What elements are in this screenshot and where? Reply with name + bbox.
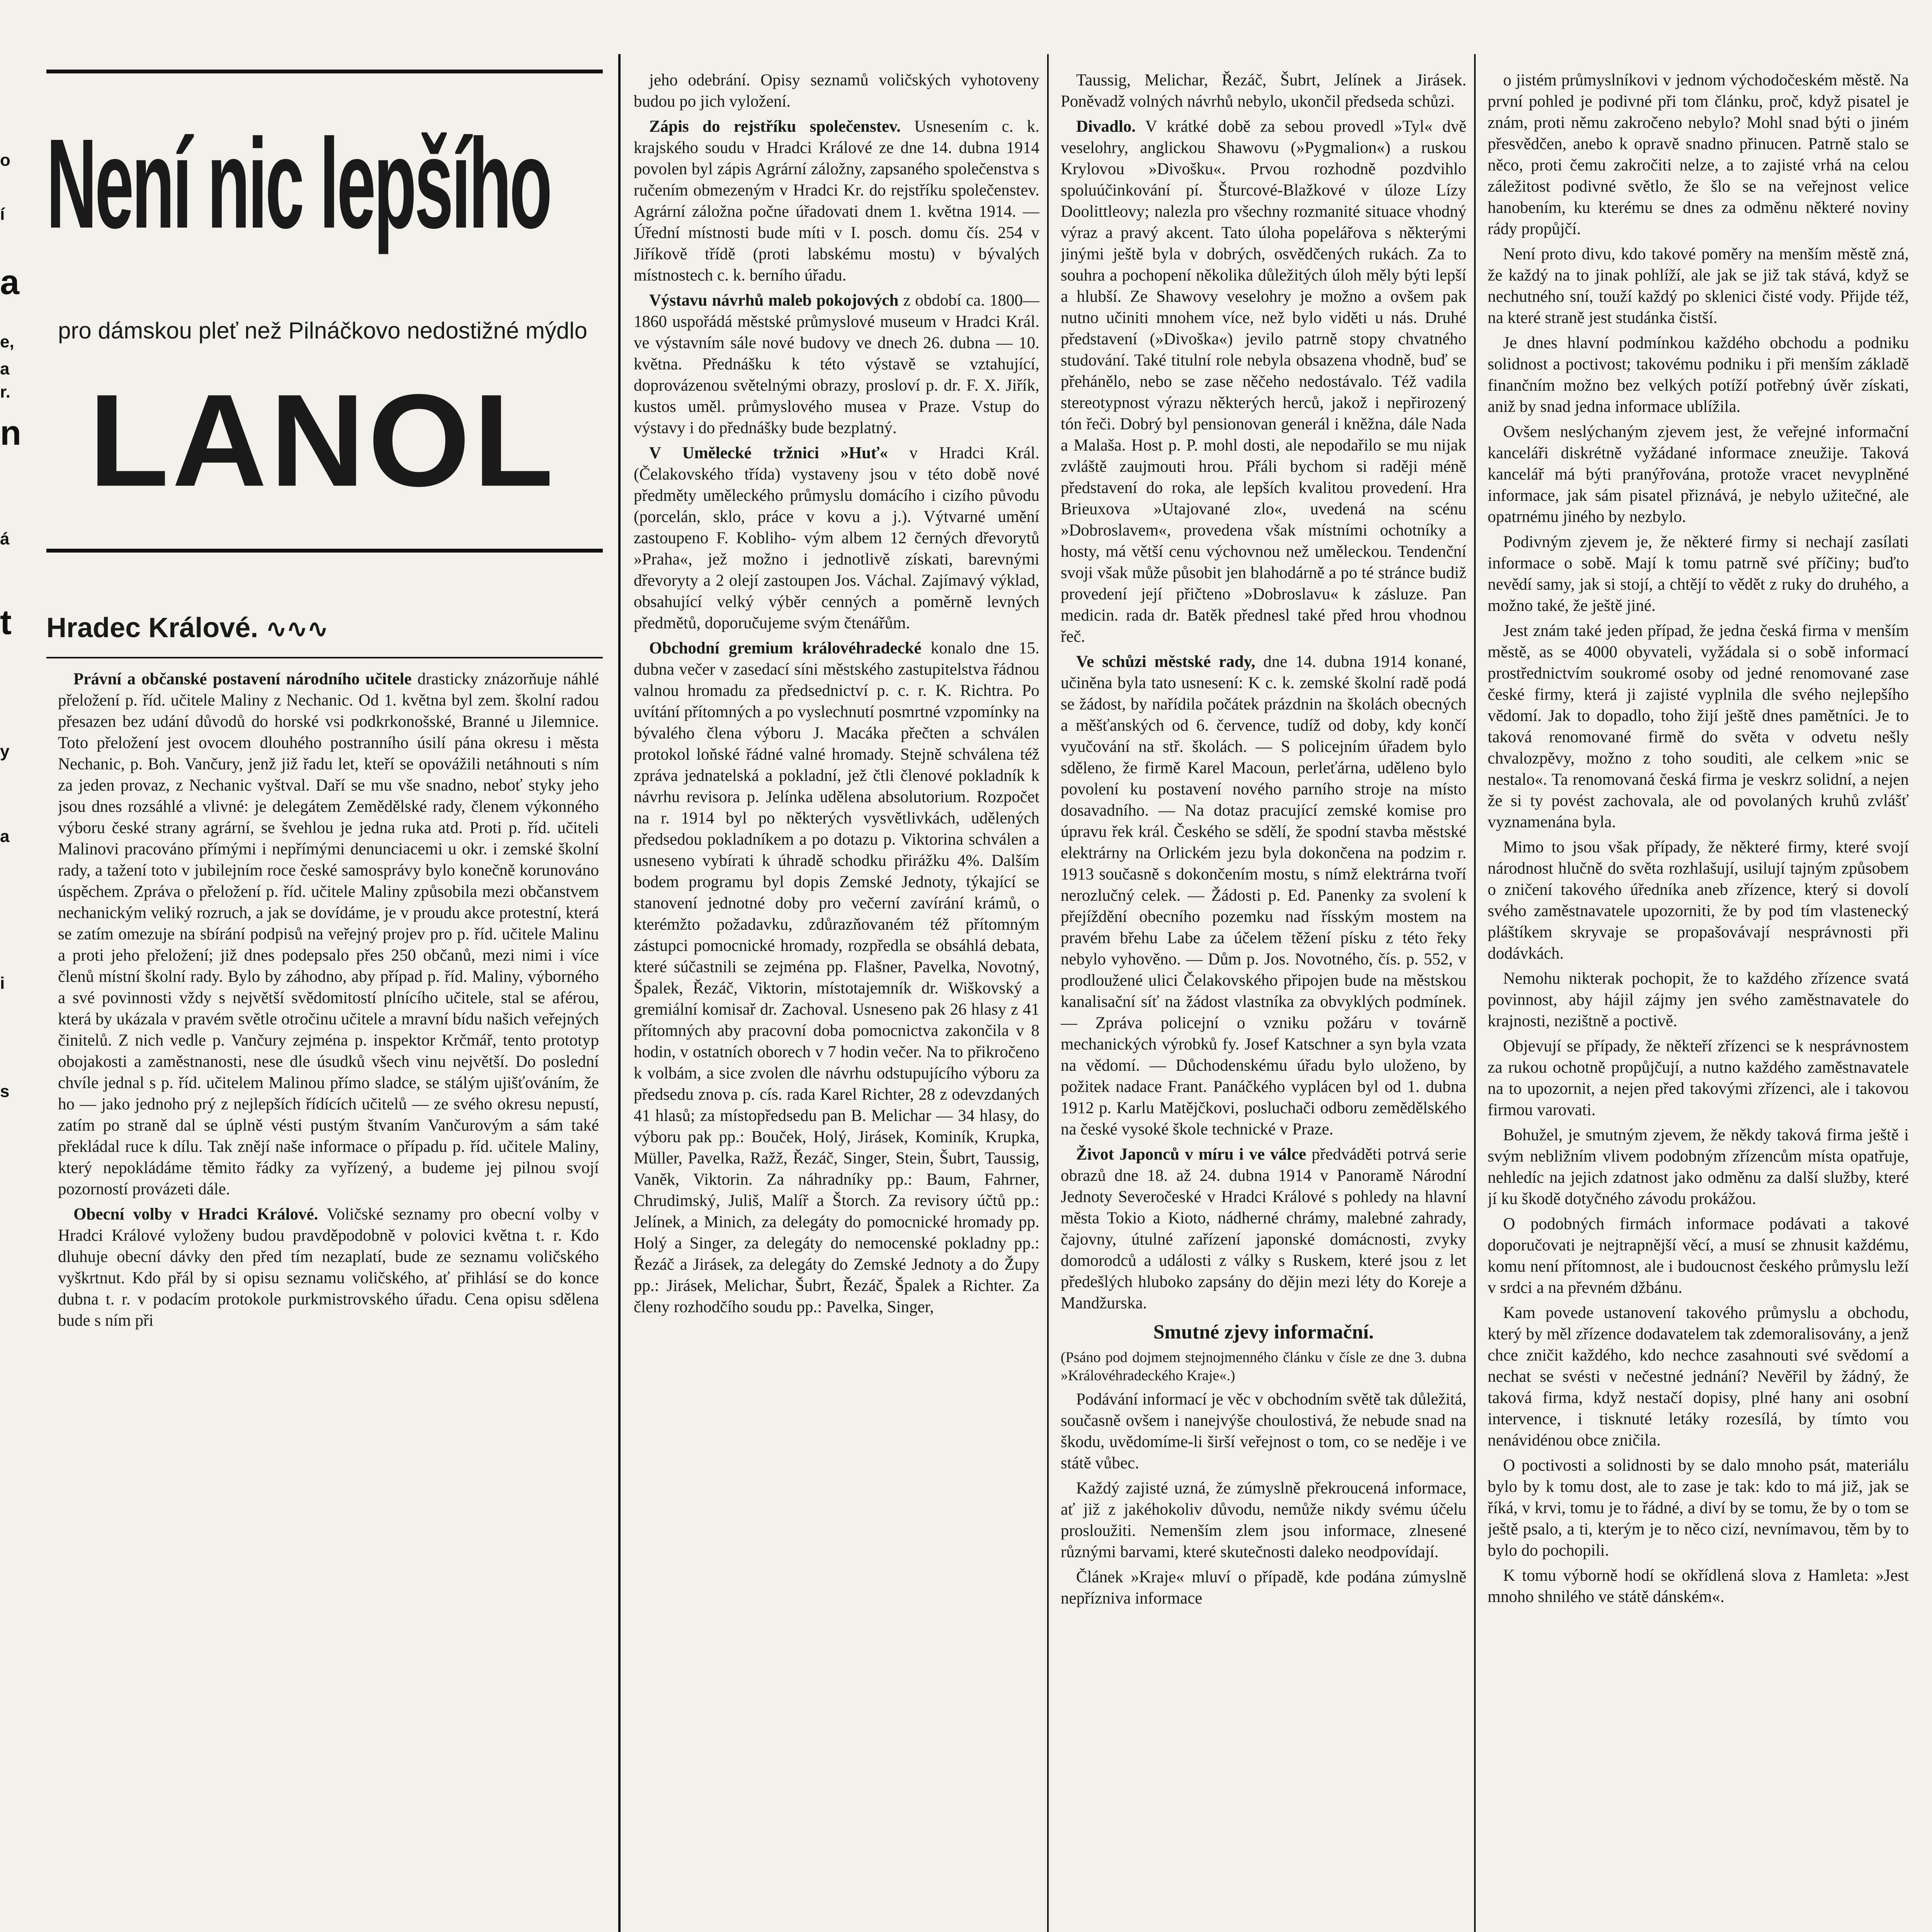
article-paragraph <box>58 668 599 1200</box>
article-lead: Obchodní gremium královéhradecké <box>649 639 922 657</box>
article-text: Ovšem neslýchaným zjevem jest, že veřejné informační kanceláři diskrétně vyžádané informace zneužije. Taková kancelář má býti pranýřována, protože vracet nevyplněné informace, jak sám pisatel přiznává, je nebylo užitečné, ale opatrnému jiného by nezbylo. <box>1488 423 1909 526</box>
article-text: předváděti potrvá serie obrazů dne 18. až 24. dubna 1914 v Panoramě Národní Jednoty Severočeské v Hradci Králové s pohledy na hlavní města Tokio a Kioto, nádherné chrámy, malebné zahrady, čajovny, útulné zařízení japonské domácnosti, zvyky domorodců a události z války s Ruskem, které jsou z let předešlých hluboko zapsány do dějin mezi léty do Koreje a Mandžurska. <box>1061 1145 1466 1312</box>
edge-fragment: t <box>0 603 12 642</box>
edge-fragment: r. <box>0 383 10 401</box>
article-paragraph <box>1488 1302 1909 1451</box>
article-paragraph <box>1488 837 1909 964</box>
article-paragraph <box>634 70 1039 112</box>
edge-fragment: y <box>0 742 10 761</box>
ad-headline: Není nic lepšího <box>46 112 550 255</box>
section-title-text: Hradec Králové. <box>46 612 259 643</box>
article-paragraph <box>1488 1455 1909 1561</box>
news-column-1 <box>58 668 599 1932</box>
article-text: jeho odebrání. Opisy seznamů voličských vyhotoveny budou po jich vyložení. <box>634 71 1039 111</box>
article-text: Je dnes hlavní podmínkou každého obchodu a podniku solidnost a poctivost; takovému podniku i při menším základě finančním možno bez velkých potíží potřebný úvěr získati, aniž by snad jedna informace ublížila. <box>1488 334 1909 416</box>
article-text: o jistém průmyslníkovi v jednom východočeském městě. Na první pohled je podivné při tom článku, proč, když pisatel je znám, proti němu zakročeno nebylo? Mohl snad býti o jiném přesvědčen, anebo k opravě snadno přinucen. Patrně stalo se něco, proti čemu zakročiti nelze, a to zajisté vrhá na celou záležitost podivné světlo, že šlo se na veřejnost velice hanobením, ku kterému se dnes za odměnu některé noviny rády propůjčí. <box>1488 71 1909 238</box>
section-title <box>46 611 599 646</box>
column-rule <box>1047 54 1049 1932</box>
article-text: K tomu výborně hodí se okřídlená slova z Hamleta: »Jest mnoho shnilého ve státě dánském«. <box>1488 1566 1909 1606</box>
column-rule <box>618 54 621 1932</box>
article-text: Mimo to jsou však případy, že některé firmy, které svojí národnost hlučně do světa rozhlašují, usilují tajným způsobem o zničení takového úředníka aneb zřízence, který si dovolí svého zaměstnavatele upozorniti, že by pod tím vlastenecký pláštíkem skryvaje se propašovávají nesprávnosti při dodávkách. <box>1488 838 1909 963</box>
article-text: Usnesením c. k. krajského soudu v Hradci Králové ze dne 14. dubna 1914 povolen byl zápis Agrární záložny, zapsaného společenstva s ručením obmezeným v Hradci Kr. do rejstříku společenstev. Agrární záložna počne úřadovati dnem 1. května 1914. — Úřední místnosti bude míti v I. posch. domu čís. 254 v Jiříkově třídě (proti labskému mostu) v bývalých místnostech c. k. berního úřadu. <box>634 117 1039 284</box>
article-lead: Výstavu návrhů maleb pokojových <box>649 291 899 310</box>
article-text: v Hradci Král. (Čelakovského třída) vystaveny jsou v této době nové předměty uměleckého průmyslu domácího i cizího původu (porcelán, sklo, práce v kovu a j.). Výtvarné umění zastoupeno F. Kobliho- vým albem 12 černých dřevorytů »Praha«, jež možno i jednotlivě získati, barevnými dřevoryty a 2 olejí zastoupen Jos. Váchal. Zajímavý výklad, obsahující velký výběr cenných a poměrně levných předmětů, doporučujeme svým čtenářům. <box>634 444 1039 632</box>
edge-fragment: á <box>0 529 10 548</box>
article-text: O podobných firmách informace podávati a takové doporučovati je nejtrapnější věcí, a musí se zhnusit každému, komu není přítomnost, ale i budoucnost českého průmyslu leží v srdci a na převném džbánu. <box>1488 1215 1909 1297</box>
article-paragraph <box>1061 70 1466 112</box>
edge-fragment: a <box>0 263 20 302</box>
article-paragraph <box>634 116 1039 286</box>
article-text: V krátké době za sebou provedl »Tyl« dvě veselohry, anglickou Shawovu (»Pygmalion«) a ruskou Krylovou »Divošku«. Prvou rozhodně pozdvihlo spoluúčinkování pí. Šturcové-Blažkové v úloze Lízy Doolittleovy; nalezla pro všechny rozmanité situace vhodný výraz a pravý akcent. Tato úloha popelářova s některými jinými ještě byla v dobrých, osvědčených rukách. Za to souhra a pochopení několika důležitých úloh měly býti lepší a hlubší. Ze Shawovy veselohry je možno a ovšem pak nutno učiniti mnohem více, než bylo viděti u nás. Druhé představení (»Divoška«) jevilo patrně stopy chvatného studování. Také titulní role nebyla obsazena vhodně, buď se přehánělo, nebo se zase něčeho nedostávalo. Též vadila stereotypnost výrazu některých herců, jakož i nepřirozený tón řeči. Dobrý byl pensionovan generál i kněžna, dále Nada a Malaša. Host p. P. mohl dosti, ale nepodařilo se mu nijak zvláště zaujmouti hrou. Přáli bychom si raději méně představení do roka, ale lepších kvalitou provedení. Hra Brieuxova »Utajované zlo«, uvedená na scénu »Dobroslavem«, provedena však místními ochotníky a hosty, má větší cenu výchovnou než uměleckou. Tendenční svoji však může působit jen blahodárně a po té stránce budiž provedení její přičteno »Dobroslavu« k zásluze. Pan medicin. rada dr. Batěk přednesl také před hrou vhodnou řeč. <box>1061 117 1466 646</box>
article-paragraph <box>634 442 1039 634</box>
article-paragraph <box>1488 1036 1909 1121</box>
article-paragraph <box>1488 620 1909 833</box>
article-paragraph <box>1061 1144 1466 1314</box>
article-lead: Právní a občanské postavení národního učitele <box>73 670 412 688</box>
article-paragraph <box>58 1204 599 1331</box>
wave-ornament-icon: ∿∿∿ <box>266 615 328 643</box>
article-text: Nemohu nikterak pochopit, že to každého zřízence svatá povinnost, aby hájil zájmy jen svého zaměstnavatele do krajnosti, nezištně a poctivě. <box>1488 969 1909 1030</box>
edge-fragment: s <box>0 1082 10 1101</box>
article-paragraph <box>1488 1565 1909 1607</box>
section-rule <box>46 657 603 658</box>
edge-fragment: e, <box>0 332 14 351</box>
ad-top-rule <box>46 70 603 73</box>
article-paragraph <box>1488 243 1909 328</box>
article-paragraph: Podávání informací je věc v obchodním světě tak důležitá, současně ovšem i nanejvýše choulostivá, že nebude snad na škodu, uvědomíme-li širší veřejnost o tom, co se neděje i ve státě vůbec. <box>1061 1390 1466 1472</box>
article-title: Smutné zjevy informační. <box>1153 1321 1374 1343</box>
article-text: Bohužel, je smutným zjevem, že někdy taková firma ještě i svým nebližním vlivem podobným zřízencům místa opatřuje, nehledíc na jejich zdatnost jako odměnu za další služby, které jí ku škodě dotyčného závodu prokážou. <box>1488 1126 1909 1208</box>
article-paragraph <box>1488 1124 1909 1209</box>
edge-fragment: i <box>0 974 5 993</box>
ad-bottom-rule <box>46 549 603 553</box>
news-column-2 <box>634 70 1039 1932</box>
article-paragraph <box>1488 70 1909 240</box>
article-text: dne 14. dubna 1914 konané, učiněna byla tato usnesení: K c. k. zemské školní radě podá se žádost, by nařídila počátek prázdnin na školách obecných a měšťanských od 6. července, tudíž od doby, kdy končí vyučování na stř. školách. — S policejním úřadem bylo sděleno, že firmě Karel Macoun, perleťárna, uděleno bylo povolení ku postavení nového parního stroje na místo dosavadního. — Na dotaz pracující zemské komise pro úpravu řek král. Českého se sdělí, že spodní stavba městské elektrárny na Orlickém jezu byla dokončena na podzim r. 1913 současně s dokončením mostu, s nímž elektrárna tvoří nerozlučný celek. — Žádosti p. Ed. Panenky za svolení k přejíždění obecního pozemku nad řísským mostem na pravém břehu Labe za účelem těžení písku z této řeky nebylo vyhověno. — Dům p. Jos. Novotného, čís. p. 552, v prodloužené ulici Čelakovského připojen bude na městskou kanalisační síť na žádost vlastníka za obvyklých podmínek. — Zpráva policejní o vzniku požáru v továrně mechanických výrobků fy. Josef Katschner a syn byla vzata na vědomí. — Důchodenskému úřadu bylo uloženo, by požitek nadace Frant. Panáčkého vyplácen byl od 1. dubna 1912 p. Karlu Matějčkovi, posluchači odboru zemědělského na české vysoké škole technické v Praze. <box>1061 653 1466 1138</box>
article-paragraph: Článek »Kraje« mluví o případě, kde podána zúmyslně nepřízniva informace <box>1061 1568 1466 1607</box>
article-lead: Život Japonců v míru i ve válce <box>1076 1145 1306 1163</box>
article-note: (Psáno pod dojmem stejnojmenného článku v čísle ze dne 3. dubna »Královéhradeckého Kraje«.) <box>1061 1349 1466 1384</box>
article-paragraph <box>1488 421 1909 527</box>
article-paragraph <box>1488 968 1909 1032</box>
edge-fragment: a <box>0 827 10 846</box>
article-paragraph <box>1488 1213 1909 1298</box>
article-paragraph <box>1061 116 1466 647</box>
article-text: Objevují se případy, že někteří zřízenci se k nesprávnostem za rukou ochotně propůjčují, a nutno každého zaměstnavatele na to upozornit, a nejen před takovými zřízenci, ale i takovou firmou varovati. <box>1488 1037 1909 1119</box>
column-rule <box>1474 54 1476 1932</box>
article-paragraph <box>1061 651 1466 1140</box>
news-column-4 <box>1488 70 1909 1932</box>
article-lead: Divadlo. <box>1076 117 1136 136</box>
article-text: Podivným zjevem je, že některé firmy si nechají zasílati informace o sobě. Mají k tomu patrně své příčiny; buďto nevědí samy, jak si stojí, a chtějí to vědět z ruky do druhého, a možno také, že ještě jiné. <box>1488 533 1909 615</box>
ad-brand: LANOL <box>88 367 557 514</box>
article-text: O poctivosti a solidnosti by se dalo mnoho psát, materiálu bylo by k tomu dost, ale to zase je tak: kdo to má již, jak se říká, v krvi, tomu je to řádné, a diví by se tomu, že by o tom se ještě psalo, a ti, kterým je to něco cizí, nevnímavou, těm by to bylo do pochopili. <box>1488 1456 1909 1560</box>
article-paragraph <box>1488 531 1909 616</box>
article-text: Není proto divu, kdo takové poměry na menším městě zná, že každý na to jinak pohlíží, ale jak se již tak stává, když se nechutného sní, touží každý po sklenici čisté vody. Přijde též, na které straně jest studánka čistší. <box>1488 245 1909 327</box>
article-text: konalo dne 15. dubna večer v zasedací síni městského zastupitelstva řádnou valnou hromadu za předsednictví p. c. r. K. Richtra. Po uvítání přítomných a po vyslechnutí posmrtné vzpomínky na bývalého člena výboru J. Macáka přečten a schválen protokol loňské řádné valné hromady. Stejně schválena též zpráva jednatelská a pokladní, jež čtli členové pokladník k návrhu revisora p. Jelínka udělena absolutorium. Rozpočet na r. 1914 byl po některých vysvětlivkách, udělených předsedou pokladníkem a po dotazu p. Viktorina schválen a usneseno vybírati k úhradě schodku přirážku 4%. Dalším bodem programu byl dopis Zemské Jednoty, týkající se stanovení jednotné doby pro večerní zavírání krámů, o kterémžto požadavku, zdůrazňovaném též přítomným zástupci pomocnické hromady, rozpředla se obsáhlá debata, které súčastnili se zejména pp. Flašner, Pavelka, Novotný, Špalek, Řezáč, Viktorin, místotajemník dr. Wiškovský a gremiální komisař dr. Zachoval. Usneseno pak 26 hlasy z 41 přítomných aby pracovní doba pomocnictva zakončila v 8 hodin, v ostatních oborech v 7 hodin večer. Na to přikročeno k volbám, a sice zvolen dle návrhu odstupujícího výboru za předsedu znova p. cís. rada Karel Richter, 28 z odevzdaných 41 hlasů; za místopředsedu pan B. Melichar — 34 hlasy, do výboru pak pp.: Bouček, Holý, Jirásek, Kominík, Krupka, Müller, Pavelka, Ražž, Řezáč, Singer, Stein, Šubrt, Taussig, Vaněk, Viktorin. Za náhradníky pp.: Baum, Fahrner, Chrudimský, Juliš, Malíř a Štorch. Za revisory účtů pp.: Jelínek, a Minich, za delegáty do pomocnické hromady pp. Holý a Singer, za delegáty do nemocenské pokladny pp.: Řezáč a Jirásek, za delegáty do Zemské Jednoty a do Župy pp.: Jirásek, Melichar, Šubrt, Řezáč, Špalek a Richter. Za členy rozhodčího soudu pp.: Pavelka, Singer, <box>634 639 1039 1316</box>
article-text: Kam povede ustanovení takového průmyslu a obchodu, který by měl zřízence dodavatelem tak zdemoralisovány, a jenž chce zničit každého, kdo nechce zasahnouti své svědomí a nechat se svésti v nečestné jednání? Nevěřil by žádný, že taková firma, když nestačí dopisy, plné hany ani osobní intervence, i tisknuté letáky rozesílá, by tímto vou nenávidénou obce zničila. <box>1488 1304 1909 1449</box>
article-paragraph <box>634 290 1039 439</box>
article-text: Voličské seznamy pro obecní volby v Hradci Králové vyloženy budou pravděpodobně v polovici května t. r. Kdo dluhuje obecní dávky den před tím nezaplatí, bude ze seznamu voličského vyškrtnut. Kdo přál by si opisu seznamu voličského, ať přihlásí se do konce dubna t. r. v podacím protokole purkmistrovského úřadu. Cena opisu sdělena bude s ním při <box>58 1205 599 1330</box>
article-text: drasticky znázorňuje náhlé přeložení p. říd. učitele Maliny z Nechanic. Od 1. května byl zem. školní radou přesazen bez udání důvodů do horské vsi podkrkonošské, Branné u Jilemnice. Toto přeložení jest ovocem dlouhého postranního úsilí pána okresu i města Nechanic, p. Boh. Vančury, jenž již řadu let, kteří se opovážili netáhnouti s ním za jeden provaz, z Nechanic vyštval. Daří se mu vše snadno, neboť styky jeho jsou dnes rozsáhlé a vlivné: je delegátem Zemědělské rady, členem výkonného výboru české strany agrární, se švehlou je jedna ruka atd. Proti p. říd. učiteli Malinovi pracováno přímými i nepřímými denunciacemi u okr. i zemské školní rady, a tažení toto v jubilejním roce české samosprávy bylo konečně korunováno úspěchem. Zpráva o přeložení p. říd. učitele Maliny způsobila mezi občanstvem nechanickým veliký rozruch, a jak se dovídáme, je v proudu akce protestní, která se zatím omezuje na sbírání podpisů na veřejný projev pro p. říd. učitele Malinu a proti jeho přeložení; již dnes podepsalo přes 250 občanů, mezi nimi i více členů místní školní rady. Bylo by záhodno, aby případ p. říd. Maliny, výborného a své povinnosti vždy s největší svědomitostí plnícího učitele, stal se aférou, která by ukázala v pravém světle otročinu učitele a mravní bídu našich veřejných činitelů. Z nich vedle p. Vančury zejména p. inspektor Krčmář, tento prototyp obojakosti a zaměstnanosti, nese dle úsudků všech vinu největší. Do poslední chvíle jednal s p. říd. učitelem Malinou přímo sladce, se stálým ujišťováním, že ho — jako jednoho prý z nejlepších řídících učitelů — ze svého okresu nepustí, zatím po straně dal se úplně vésti pustým štvaním Vančurovým a sám také překládal ruce k dílu. Tak znějí naše informace o případu p. říd. učitele Maliny, který nepokládáme těmito řádky za vyřízený, a budeme jej pilnou svojí pozorností provázeti dále. <box>58 670 599 1198</box>
ad-subline: pro dámskou pleť než Pilnáčkovo nedostižné mýdlo <box>58 318 587 344</box>
article-paragraph: Každý zajisté uzná, že zúmyslně překroucená informace, ať již z jakéhokoliv důvodu, nemůže nikdy svému účelu prosloužiti. Nemenším zlem jsou informace, zlnesené různými barvami, které skutečnosti daleko neodpovídají. <box>1061 1479 1466 1561</box>
edge-fragment: a <box>0 359 10 378</box>
article-lead: Zápis do rejstříku společenstev. <box>649 117 901 136</box>
article-text: Taussig, Melichar, Řezáč, Šubrt, Jelínek a Jirásek. Poněvadž volných návrhů nebylo, ukončil předseda schůzi. <box>1061 71 1466 111</box>
edge-fragment: n <box>0 414 21 452</box>
article-lead: Obecní volby v Hradci Králové. <box>73 1205 318 1223</box>
edge-fragment: í <box>0 205 5 224</box>
article-lead: Ve schůzi městské rady, <box>1076 653 1255 671</box>
article-paragraph <box>634 638 1039 1318</box>
article-lead: V Umělecké tržnici »Huť« <box>649 444 888 462</box>
article-paragraph <box>1488 332 1909 417</box>
article-text: Jest znám také jeden případ, že jedna česká firma v menším městě, as se 4000 obyvateli, vyžádala si o sobě informací prostřednictvím soukromé osoby od jedné renomované zase české firmy, která ji zajisté vyplnila dle svého nejlepšího vědomí. Jak to dopadlo, toho žijí ještě dnes pamětníci. Je to taková renomované firmě do světa v odvetu nešly chvalozpěvy, možno z toho souditi, ale celkem »nic se nestalo«. Ta renomovaná česká firma je veskrz solidní, a nejen že si ty povést zachovala, ale od povolaných kruhů zvlášť vyznamenána byla. <box>1488 622 1909 831</box>
news-column-3 <box>1061 70 1466 1932</box>
edge-fragment: o <box>0 151 10 170</box>
article-text: z období ca. 1800—1860 uspořádá městské průmyslové museum v Hradci Král. ve výstavním sále nové budovy ve dnech 26. dubna — 10. května. Přednášku k této výstavě se vztahující, doprovázenou světelnými obrazy, prosloví p. dr. F. X. Jiřík, kustos uměl. průmyslového musea v Praze. Vstup do výstavy i do přednášky bude bezplatný. <box>634 291 1039 437</box>
